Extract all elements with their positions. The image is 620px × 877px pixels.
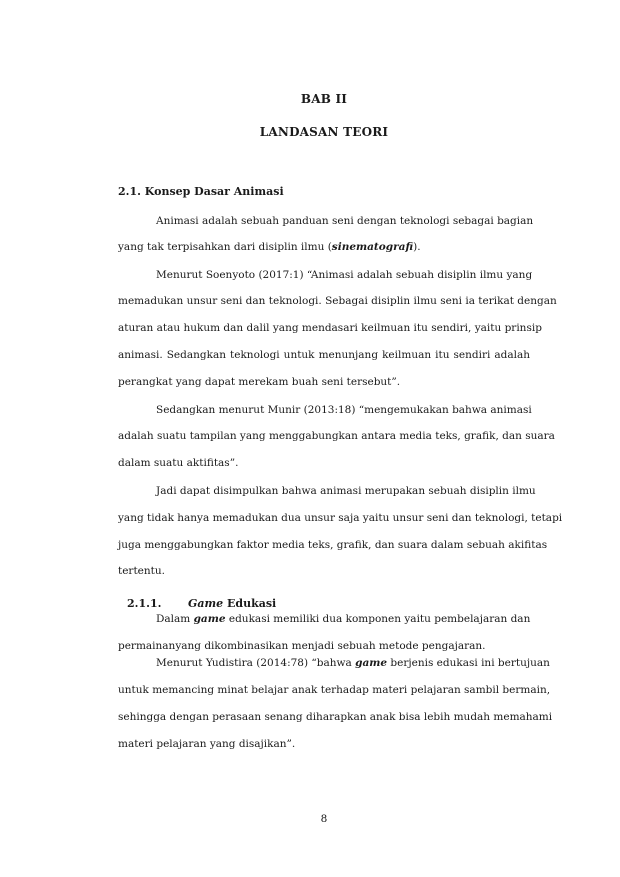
text-span: berjenis edukasi ini bertujuan xyxy=(387,657,550,669)
paragraph-line: permainanyang dikombinasikan menjadi sebuah metode pengajaran. xyxy=(118,640,486,652)
text-span: ). xyxy=(413,241,421,253)
title-term-game: Game xyxy=(188,597,224,610)
chapter-title: LANDASAN TEORI xyxy=(259,125,389,139)
text-span: yang tak terpisahkan dari disiplin ilmu ( xyxy=(118,241,332,253)
paragraph-line: Animasi adalah sebuah panduan seni dengan teknologi sebagai bagian xyxy=(156,215,534,227)
paragraph-line: Jadi dapat disimpulkan bahwa animasi merupakan sebuah disiplin ilmu xyxy=(156,485,536,497)
term-sinematografi: sinematografi xyxy=(331,241,414,253)
paragraph-line: memadukan unsur seni dan teknologi. Sebagai disiplin ilmu seni ia terikat dengan xyxy=(118,295,557,307)
text-span: Menurut Yudistira (2014:78) “bahwa xyxy=(156,657,356,669)
paragraph-line: sehingga dengan perasaan senang diharapkan anak bisa lebih mudah memahami xyxy=(118,711,553,723)
paragraph-line: perangkat yang dapat merekam buah seni tersebut”. xyxy=(118,376,401,388)
paragraph-line: tertentu. xyxy=(118,565,165,577)
paragraph-line: Sedangkan menurut Munir (2013:18) “mengemukakan bahwa animasi xyxy=(156,404,532,416)
paragraph-line: untuk memancing minat belajar anak terhadap materi pelajaran sambil bermain, xyxy=(118,684,551,696)
paragraph-line: juga menggabungkan faktor media teks, grafik, dan suara dalam sebuah akifitas xyxy=(118,539,548,551)
paragraph-line: Menurut Soenyoto (2017:1) “Animasi adalah sebuah disiplin ilmu yang xyxy=(156,269,533,281)
term-game: game xyxy=(355,657,388,669)
paragraph-line: materi pelajaran yang disajikan”. xyxy=(118,738,296,750)
chapter-number: BAB II xyxy=(300,92,348,106)
subsection-title xyxy=(188,597,276,610)
page-number: 8 xyxy=(320,813,328,825)
subsection-number: 2.1.1. xyxy=(127,597,162,610)
title-rest: Edukasi xyxy=(223,597,277,610)
paragraph-line: yang tidak hanya memadukan dua unsur saja yaitu unsur seni dan teknologi, tetapi xyxy=(118,512,563,524)
section-heading: 2.1. Konsep Dasar Animasi xyxy=(118,185,284,198)
paragraph-line: aturan atau hukum dan dalil yang mendasari keilmuan itu sendiri, yaitu prinsip xyxy=(118,322,542,334)
text-span: edukasi memiliki dua komponen yaitu pembelajaran dan xyxy=(225,613,531,625)
term-game: game xyxy=(193,613,226,625)
paragraph-line: dalam suatu aktifitas”. xyxy=(118,457,239,469)
paragraph-line xyxy=(156,656,550,670)
paragraph-line: animasi. Sedangkan teknologi untuk menunjang keilmuan itu sendiri adalah xyxy=(118,349,530,361)
paragraph-line xyxy=(156,612,530,626)
paragraph-line xyxy=(118,240,421,254)
text-span: Dalam xyxy=(156,613,194,625)
paragraph-line: adalah suatu tampilan yang menggabungkan antara media teks, grafik, dan suara xyxy=(118,430,555,442)
